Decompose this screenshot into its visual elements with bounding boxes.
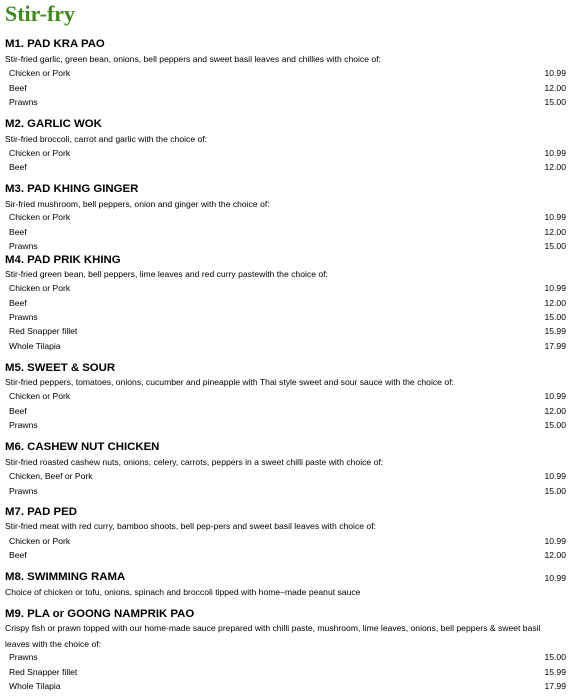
option-label: Chicken, Beef or Pork bbox=[9, 471, 93, 481]
option-label: Beef bbox=[9, 406, 27, 416]
dish-title: M9. PLA or GOONG NAMPRIK PAO bbox=[5, 608, 195, 620]
option-row bbox=[9, 535, 566, 547]
option-price: 10.99 bbox=[544, 148, 566, 158]
option-row bbox=[9, 340, 566, 352]
option-price: 15.99 bbox=[544, 667, 566, 677]
option-label: Chicken or Pork bbox=[9, 68, 71, 78]
option-price: 12.00 bbox=[544, 550, 566, 560]
option-label: Beef bbox=[9, 83, 27, 93]
dish-description: Stir-fried broccoli, carrot and garlic with the choice of: bbox=[5, 134, 208, 144]
option-row bbox=[9, 161, 566, 173]
option-row bbox=[9, 405, 566, 417]
option-price: 15.00 bbox=[544, 420, 566, 430]
dish-title: M5. SWEET & SOUR bbox=[5, 362, 116, 374]
dish-description: Stir-fried meat with red curry, bamboo shoots, bell pep-pers and sweet basil leaves with choice of: bbox=[5, 521, 376, 531]
option-price: 15.00 bbox=[544, 312, 566, 322]
option-price: 15.00 bbox=[544, 486, 566, 496]
option-row bbox=[9, 390, 566, 402]
dish-description: Sir-fried mushroom, bell peppers, onion and ginger with the choice of: bbox=[5, 199, 270, 209]
option-label: Beef bbox=[9, 227, 27, 237]
option-label: Beef bbox=[9, 298, 27, 308]
option-price: 10.99 bbox=[544, 212, 566, 222]
option-row bbox=[9, 651, 566, 663]
option-row bbox=[9, 96, 566, 108]
option-row bbox=[9, 666, 566, 678]
option-label: Beef bbox=[9, 550, 27, 560]
option-price: 10.99 bbox=[544, 536, 566, 546]
option-price: 12.00 bbox=[544, 162, 566, 172]
page-title: Stir-fry bbox=[5, 1, 76, 26]
option-price: 10.99 bbox=[544, 391, 566, 401]
dish-price: 10.99 bbox=[544, 573, 566, 583]
dish-title: M8. SWIMMING RAMA bbox=[5, 571, 126, 583]
option-label: Beef bbox=[9, 162, 27, 172]
option-price: 17.99 bbox=[544, 341, 566, 351]
option-row bbox=[9, 485, 566, 497]
option-price: 12.00 bbox=[544, 83, 566, 93]
option-row bbox=[9, 240, 566, 252]
option-label: Chicken or Pork bbox=[9, 391, 71, 401]
option-price: 10.99 bbox=[544, 68, 566, 78]
option-row bbox=[9, 297, 566, 309]
option-price: 10.99 bbox=[544, 283, 566, 293]
option-price: 15.00 bbox=[544, 97, 566, 107]
option-label: Prawns bbox=[9, 312, 38, 322]
option-price: 12.00 bbox=[544, 406, 566, 416]
option-label: Whole Tilapia bbox=[9, 681, 61, 691]
option-price: 15.00 bbox=[544, 241, 566, 251]
option-row bbox=[9, 67, 566, 79]
dish-title: M7. PAD PED bbox=[5, 506, 77, 518]
option-row bbox=[9, 282, 566, 294]
option-label: Prawns bbox=[9, 652, 38, 662]
option-price: 12.00 bbox=[544, 227, 566, 237]
dish-title: M2. GARLIC WOK bbox=[5, 118, 102, 130]
dish-description: Stir-fried green bean, bell peppers, lime leaves and red curry pastewith the choice of: bbox=[5, 269, 328, 279]
option-price: 15.99 bbox=[544, 326, 566, 336]
option-row bbox=[9, 311, 566, 323]
dish-title: M1. PAD KRA PAO bbox=[5, 38, 105, 50]
option-row bbox=[9, 680, 566, 692]
option-label: Chicken or Pork bbox=[9, 148, 71, 158]
option-price: 15.00 bbox=[544, 652, 566, 662]
option-row bbox=[9, 549, 566, 561]
dish-title: M3. PAD KHING GINGER bbox=[5, 183, 139, 195]
option-price: 10.99 bbox=[544, 471, 566, 481]
option-label: Prawns bbox=[9, 97, 38, 107]
option-label: Red Snapper fillet bbox=[9, 326, 78, 336]
option-row bbox=[9, 325, 566, 337]
option-label: Prawns bbox=[9, 486, 38, 496]
dish-description: Stir-fried peppers, tomatoes, onions, cucumber and pineapple with Thai style sweet and sour sauce with the choice of: bbox=[5, 377, 454, 387]
option-row bbox=[9, 147, 566, 159]
option-row bbox=[9, 419, 566, 431]
option-row bbox=[9, 82, 566, 94]
option-label: Chicken or Pork bbox=[9, 283, 71, 293]
option-price: 17.99 bbox=[544, 681, 566, 691]
option-price: 12.00 bbox=[544, 298, 566, 308]
dish-description: Stir-fried garlic, green bean, onions, bell peppers and sweet basil leaves and chillies with choice of: bbox=[5, 54, 381, 64]
option-row bbox=[9, 470, 566, 482]
dish-description: Choice of chicken or tofu, onions, spinach and broccoli tipped with home–made peanut sauce bbox=[5, 587, 361, 597]
option-label: Red Snapper fillet bbox=[9, 667, 78, 677]
option-label: Chicken or Pork bbox=[9, 536, 71, 546]
option-row bbox=[9, 211, 566, 223]
option-row bbox=[9, 226, 566, 238]
dish-title: M4. PAD PRIK KHING bbox=[5, 254, 121, 266]
dish-description: Crispy fish or prawn topped with our home-made sauce prepared with chilli paste, mushroom, lime leaves, onions, bell peppers & sweet basil leaves with the choice of: bbox=[5, 623, 541, 649]
option-label: Whole Tilapia bbox=[9, 341, 61, 351]
dish-description: Stir-fried roasted cashew nuts, onions, celery, carrots, peppers in a sweet chilli paste with choice of: bbox=[5, 457, 384, 467]
dish-title: M6. CASHEW NUT CHICKEN bbox=[5, 441, 160, 453]
option-label: Prawns bbox=[9, 420, 38, 430]
option-label: Prawns bbox=[9, 241, 38, 251]
option-label: Chicken or Pork bbox=[9, 212, 71, 222]
